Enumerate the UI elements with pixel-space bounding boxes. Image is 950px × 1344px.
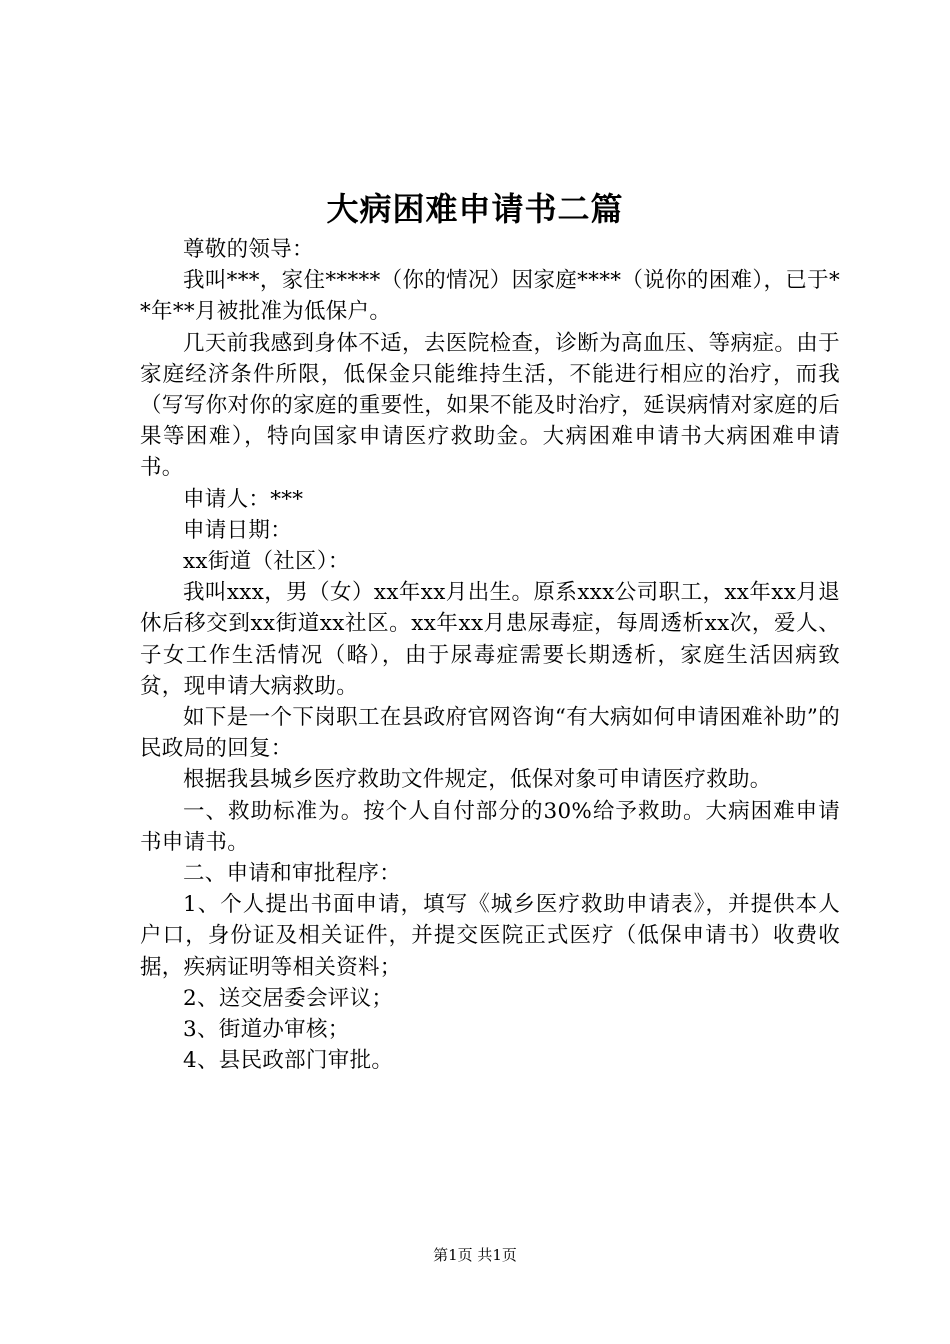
paragraph-procedure-heading: 二、申请和审批程序： [183, 861, 402, 887]
paragraph-case: 我叫xxx，男（女）xx年xx月出生。原系xxx公司职工，xx年xx月退休后移交到xx街道xx社区。xx年xx月患尿毒症，每周透析xx次，爱人、子女工作生活情况（略），由于尿毒症需要长期透析，家庭生活因病致贫，现申请大病救助。 [140, 580, 840, 699]
paragraph-addressee: xx街道（社区）： [183, 549, 350, 575]
paragraph-rule: 根据我县城乡医疗救助文件规定，低保对象可申请医疗救助。 [183, 767, 772, 793]
paragraph-standard: 一、救助标准为。按个人自付部分的30%给予救助。大病困难申请书申请书。 [140, 798, 840, 855]
document-body [140, 234, 840, 1076]
paragraph-intro: 我叫***，家住*****（你的情况）因家庭****（说你的困难），已于**年**月被批准为低保户。 [140, 268, 840, 325]
paragraph-salutation: 尊敬的领导： [183, 237, 314, 262]
paragraph-step-1: 1、个人提出书面申请，填写《城乡医疗救助申请表》，并提供本人户口，身份证及相关证件，并提交医院正式医疗（低保申请书）收费收据，疾病证明等相关资料； [140, 892, 840, 980]
paragraph-step-2: 2、送交居委会评议； [183, 985, 394, 1011]
paragraph-step-3: 3、街道办审核； [183, 1017, 350, 1043]
paragraph-date: 申请日期： [183, 517, 293, 543]
document-title: 大病困难申请书二篇 [326, 190, 624, 228]
page-footer: 第1页 共1页 [433, 1246, 517, 1264]
paragraph-reply-intro: 如下是一个下岗职工在县政府官网咨询“有大病如何申请困难补助”的民政局的回复： [140, 705, 840, 762]
paragraph-applicant: 申请人：*** [183, 486, 304, 512]
paragraph-step-4: 4、县民政部门审批。 [183, 1048, 394, 1074]
paragraph-illness: 几天前我感到身体不适，去医院检查，诊断为高血压、等病症。由于家庭经济条件所限，低保金只能维持生活，不能进行相应的治疗，而我（写写你对你的家庭的重要性，如果不能及时治疗，延误病情对家庭的后果等困难），特向国家申请医疗救助金。大病困难申请书大病困难申请书。 [140, 330, 840, 481]
